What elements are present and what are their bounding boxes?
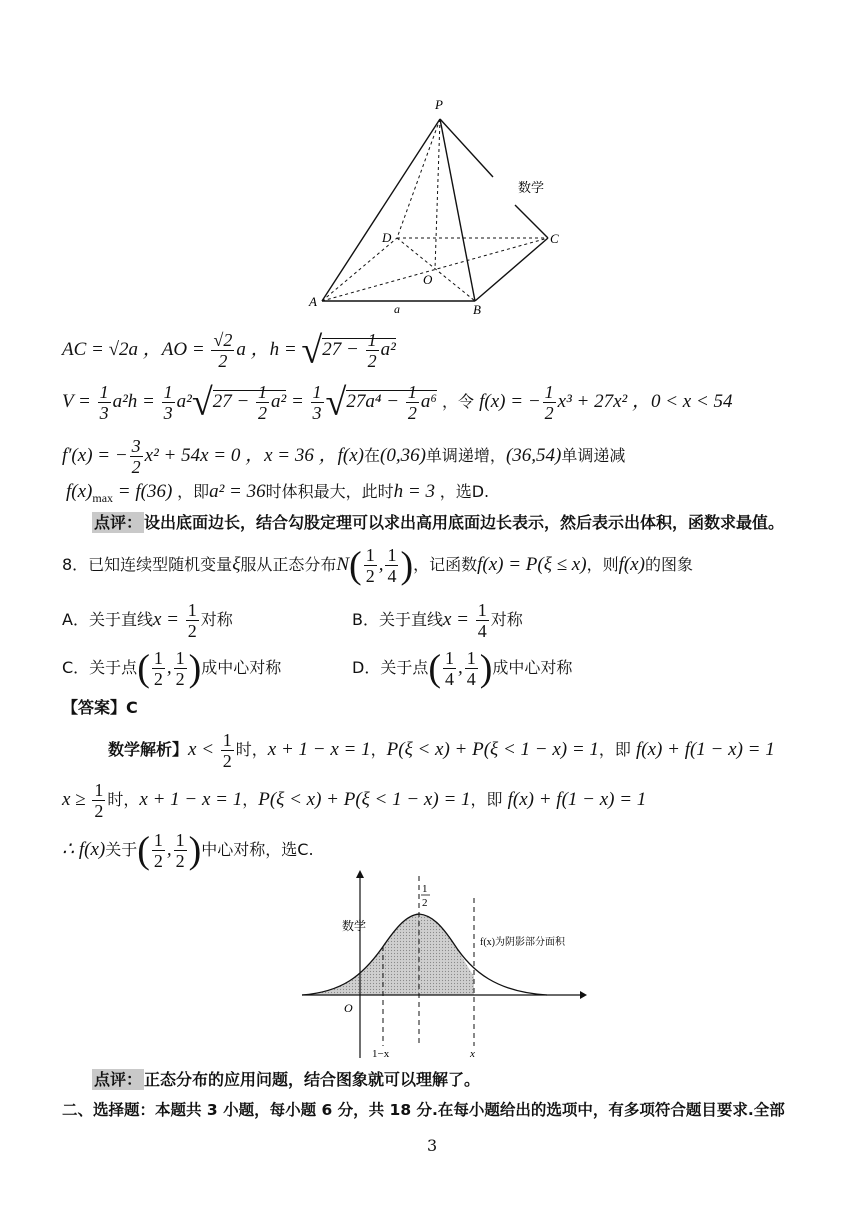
left-mark: 1−x [372,1048,390,1060]
option-D: D．关于点( $\frac{1}{4}$ , $\frac{1}{4}$ )成中心对称 [352,647,573,690]
label-P: P [435,97,443,112]
normal-distribution-figure [282,868,592,1063]
shaded-area [302,914,474,995]
answer: 【答案】C [62,698,138,717]
analysis-line3: ∴ f(x)关于( $\frac{1}{2}$ , $\frac{1}{2}$ )中心对称，选C. [62,829,314,872]
option-A: A．关于直线x = $\frac{1}{2}$ 对称 [62,600,233,641]
label-B: B [473,302,481,317]
comment-label: 点评： [94,513,143,532]
analysis-line1: 数学解析】x < $\frac{1}{2}$ 时，x + 1 − x = 1，P(ξ < x) + P(ξ < 1 − x) = 1，即 f(x) + f(1 − x) = 1 [108,730,775,771]
option-B: B．关于直线x = $\frac{1}{4}$ 对称 [352,600,523,641]
solution7-comment [92,511,784,535]
figure-watermark: 数学 [342,919,367,933]
label-A: A [309,294,317,309]
label-edge-a: a [394,302,400,316]
comment-text: 设出底面边长，结合勾股定理可以求出高用底面边长表示，然后表示出体积，函数求最值。 [144,513,785,532]
label-O: O [423,272,433,287]
label-D: D [382,230,392,245]
question8-comment [92,1068,480,1092]
right-mark: x [470,1048,475,1060]
half-denominator: 2 [422,897,428,909]
label-C: C [550,231,559,246]
origin-label: O [344,1001,353,1015]
solution7-line2: V = $\frac{1}{3}$ a²h = $\frac{1}{3}$ a²√27 − $\frac{1}{2}$ a² = $\frac{1}{3}$ √27a⁴ − $\frac{1}{2}$ a⁶ ，令 f(x) = − $\frac{1}{2}$ x³ + 27x² ，0 < x < 54 [62,381,733,424]
annotation: f(x)为阴影部分面积 [480,937,565,948]
section-2-heading: 二、选择题：本题共 3 小题，每小题 6 分，共 18 分.在每小题给出的选项中，有多项符合题目要求.全部 [62,1101,785,1119]
page-number: 3 [427,1136,438,1155]
option-C: C．关于点( $\frac{1}{2}$ , $\frac{1}{2}$ )成中心对称 [62,647,282,690]
watermark: 数学 [518,180,545,195]
comment8-label: 点评： [94,1070,143,1089]
analysis-line2: x ≥ $\frac{1}{2}$ 时，x + 1 − x = 1，P(ξ < x) + P(ξ < 1 − x) = 1，即 f(x) + f(1 − x) = 1 [62,780,647,821]
solution7-line3: f′(x) = − $\frac{3}{2}$ x² + 54x = 0 ，x = 36 ，f(x)在(0,36)单调递增，(36,54)单调递减 [62,436,626,477]
comment8-text: 正态分布的应用问题，结合图象就可以理解了。 [144,1070,481,1089]
half-numerator: 1 [422,883,428,895]
pyramid-figure [300,95,580,320]
solution7-line1: AC = √2a ，AO = $\frac{√2}{2}$ a ，h = √27 − $\frac{1}{2}$ a² [62,329,396,372]
solution7-line4: $f(x)_{max} = f(36)$ ，即a² = 36时体积最大，此时h = 3 ，选D. [66,481,490,505]
question8-stem: 8．已知连续型随机变量ξ服从正态分布N( $\frac{1}{2}$ , $\frac{1}{4}$ )，记函数f(x) = P(ξ ≤ x)，则f(x)的图象 [62,544,693,587]
